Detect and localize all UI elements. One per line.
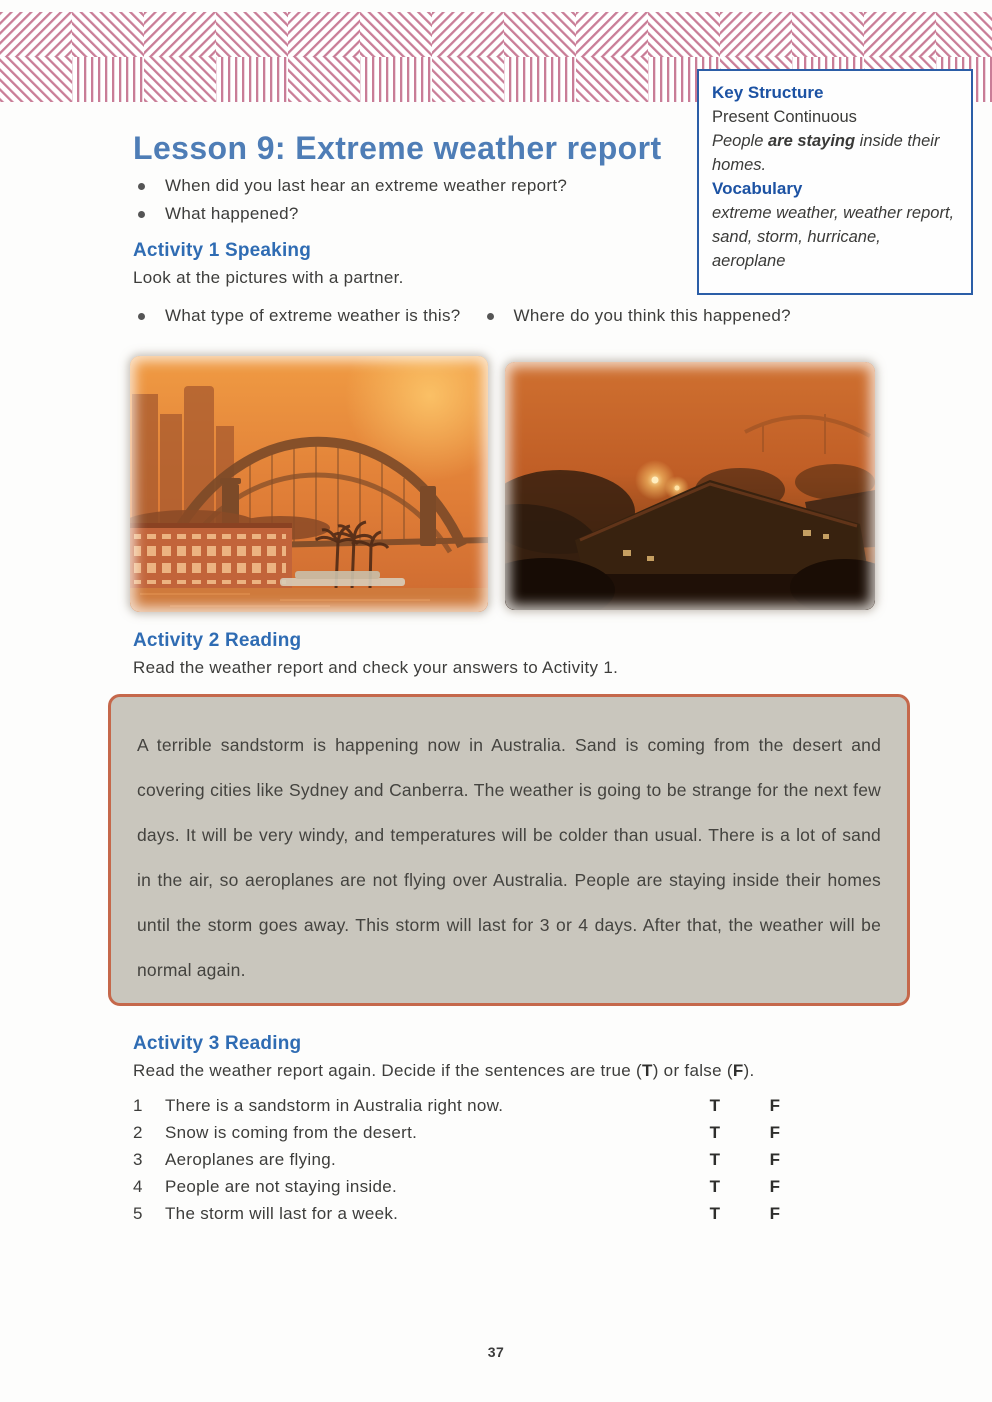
bullet-icon <box>138 183 145 190</box>
true-false-list <box>133 1092 805 1227</box>
list-item <box>138 306 461 326</box>
weather-report-box <box>108 694 910 1006</box>
activity-2-instruction: Read the weather report and check your answers to Activity 1. <box>133 658 619 677</box>
page-number: 37 <box>487 1344 505 1360</box>
activity-3-section <box>133 1033 833 1081</box>
activity-1-heading: Activity 1 Speaking <box>133 240 312 261</box>
instruction-part: Read the weather report again. Decide if the sentences are true ( <box>133 1061 643 1080</box>
true-option: T <box>709 1150 721 1169</box>
false-option: F <box>769 1123 781 1142</box>
table-row <box>133 1200 805 1227</box>
intro-question-2: What happened? <box>165 204 299 223</box>
list-item <box>138 204 698 224</box>
bullet-icon <box>138 313 145 320</box>
false-option: F <box>769 1150 781 1169</box>
true-option: T <box>709 1177 721 1196</box>
structure-name: Present Continuous <box>712 108 857 126</box>
table-row <box>133 1119 805 1146</box>
item-number: 1 <box>133 1096 143 1115</box>
true-option: T <box>709 1123 721 1142</box>
statement-text: People are not staying inside. <box>165 1177 398 1196</box>
example-bold: are staying <box>767 132 856 150</box>
statement-text: There is a sandstorm in Australia right now. <box>165 1096 504 1115</box>
list-item <box>138 176 698 196</box>
table-row <box>133 1092 805 1119</box>
activity-2-section <box>133 630 833 678</box>
activity-1-instruction: Look at the pictures with a partner. <box>133 268 404 287</box>
key-structure-title: Key Structure <box>712 83 824 102</box>
activity-1-section <box>133 240 693 288</box>
false-option: F <box>769 1096 781 1115</box>
lesson-title: Lesson 9: Extreme weather report <box>133 130 662 166</box>
true-letter: T <box>642 1061 653 1080</box>
vocabulary-list: extreme weather, weather report, sand, storm, hurricane, aeroplane <box>712 204 955 270</box>
statement-text: Snow is coming from the desert. <box>165 1123 418 1142</box>
activity-3-heading: Activity 3 Reading <box>133 1033 302 1054</box>
intro-question-1: When did you last hear an extreme weather report? <box>165 176 568 195</box>
activity-1-question-1: What type of extreme weather is this? <box>165 306 461 325</box>
true-option: T <box>709 1096 721 1115</box>
item-number: 4 <box>133 1177 143 1196</box>
vocabulary-title: Vocabulary <box>712 179 803 198</box>
table-row <box>133 1173 805 1200</box>
activity-1-questions <box>138 306 898 334</box>
table-row <box>133 1146 805 1173</box>
item-number: 2 <box>133 1123 143 1142</box>
example-sentence <box>712 129 958 177</box>
item-number: 3 <box>133 1150 143 1169</box>
statement-text: Aeroplanes are flying. <box>165 1150 337 1169</box>
activity-2-heading: Activity 2 Reading <box>133 630 302 651</box>
bullet-icon <box>138 211 145 218</box>
true-option: T <box>709 1204 721 1223</box>
activity-1-question-2: Where do you think this happened? <box>513 306 791 325</box>
sandstorm-bridge-photo <box>130 356 488 612</box>
instruction-part: ) or false ( <box>652 1061 733 1080</box>
false-option: F <box>769 1177 781 1196</box>
bullet-icon <box>487 313 494 320</box>
intro-questions <box>138 176 698 232</box>
item-number: 5 <box>133 1204 143 1223</box>
list-item <box>487 306 791 326</box>
key-structure-box <box>697 69 973 295</box>
weather-report-text: A terrible sandstorm is happening now in Australia. Sand is coming from the desert and covering cities like Sydney and Canberra. The weather is going to be strange for the next few days. It will be very windy, and temperatures will be colder than usual. There is a lot of sand in the air, so aeroplanes are not flying over Australia. People are staying inside their homes until the storm goes away. This storm will last for 3 or 4 days. After that, the weather will be normal again. <box>137 735 881 980</box>
sandstorm-city-photo <box>505 362 875 610</box>
false-option: F <box>769 1204 781 1223</box>
statement-text: The storm will last for a week. <box>165 1204 399 1223</box>
example-post: inside their homes. <box>712 132 940 174</box>
example-pre: People <box>712 132 768 150</box>
instruction-part: ). <box>743 1061 755 1080</box>
false-letter: F <box>732 1061 744 1080</box>
activity-3-instruction <box>133 1061 833 1081</box>
